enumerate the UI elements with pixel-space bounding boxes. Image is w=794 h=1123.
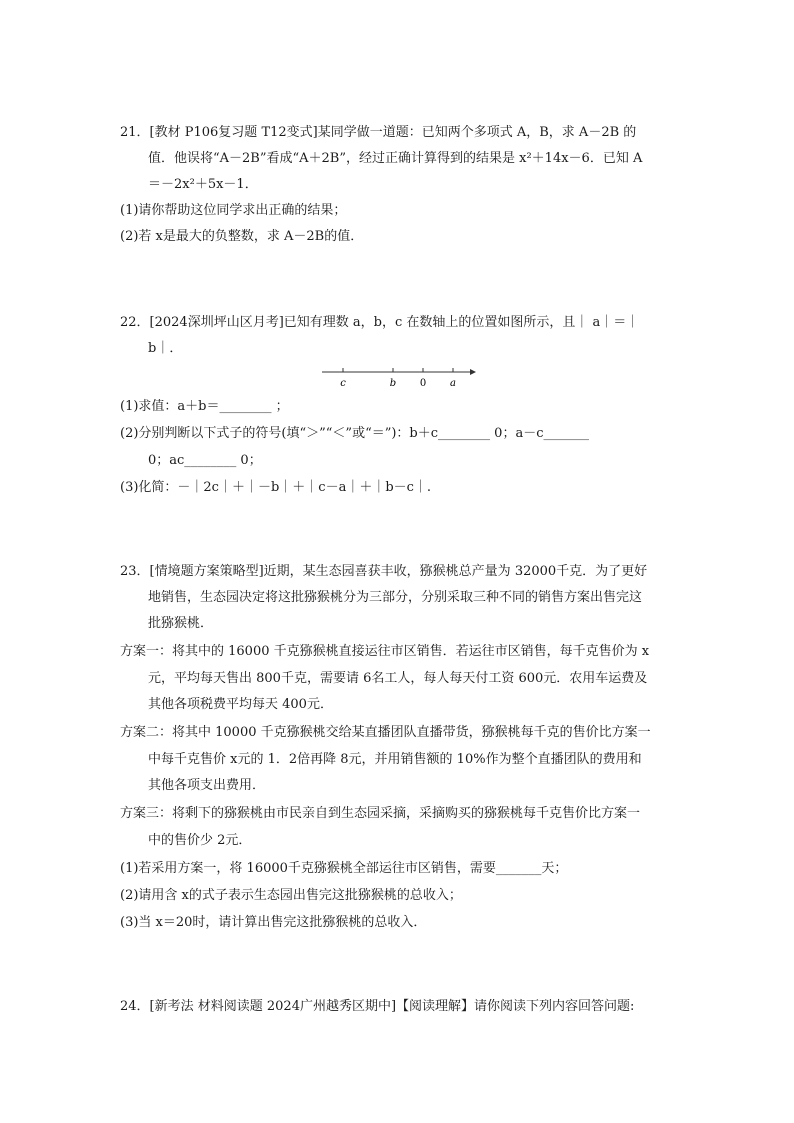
q23-part-3: (3)当 x＝20时，请计算出售完这批猕猴桃的总收入．: [120, 915, 427, 930]
label-b: b: [389, 378, 397, 389]
q21-part-1: (1)请你帮助这位同学求出正确的结果；: [120, 203, 347, 218]
q23-part-1: (1)若采用方案一，将 16000千克猕猴桃全部运往市区销售，需要_______天；: [120, 861, 568, 876]
q21-line-2: 值．他误将“A－2B”看成“A＋2B”，经过正确计算得到的结果是 x²＋14x－6．已知 A: [148, 151, 643, 166]
q22-part-1: (1)求值：a＋b＝________ ；: [120, 399, 289, 414]
q23-line-2: 地销售，生态园决定将这批猕猴桃分为三部分，分别采取三种不同的销售方案出售完这: [148, 590, 643, 605]
label-c: c: [340, 378, 346, 389]
q23-scheme-1-a: 方案一：将其中的 16000 千克猕猴桃直接运往市区销售．若运往市区销售，每千克售价为 x: [120, 644, 650, 659]
label-a: a: [450, 378, 456, 389]
q22-line-1: 22．[2024深圳坪山区月考]已知有理数 a，b，c 在数轴上的位置如图所示，且｜ a｜＝｜: [120, 315, 640, 330]
number-line-arrow: [470, 369, 476, 375]
q23-scheme-3-a: 方案三：将剩下的猕猴桃由市民亲自到生态园采摘，采摘购买的猕猴桃每千克售价比方案一: [120, 806, 641, 821]
q24-line-1: 24．[新考法 材料阅读题 2024广州越秀区期中]【阅读理解】请你阅读下列内容回答问题:: [120, 999, 635, 1014]
q22-part-2: (2)分别判断以下式子的符号(填“＞”“＜”或“＝”)：b＋c________ 0；a－c_______: [120, 426, 589, 441]
q23-scheme-3-b: 中的售价少 2元．: [148, 833, 252, 848]
q22-part-3: (3)化简：－｜2c｜＋｜－b｜＋｜c－a｜＋｜b－c｜.: [120, 480, 432, 495]
q22-part-2-cont: 0；ac________ 0；: [148, 453, 262, 468]
q23-scheme-1-b: 元，平均每天售出 800千克，需要请 6名工人，每人每天付工资 600元．农用车运费及: [148, 671, 648, 686]
number-line-figure: [320, 362, 480, 392]
q23-scheme-2-b: 中每千克售价 x元的 1．2倍再降 8元，并用销售额的 10%作为整个直播团队的费用和: [148, 752, 642, 767]
q23-scheme-1-c: 其他各项税费平均每天 400元．: [148, 697, 333, 712]
q21-line-1: 21．[教材 P106复习题 T12变式]某同学做一道题：已知两个多项式 A，B，求 A－2B 的: [120, 125, 637, 140]
q23-scheme-2-c: 其他各项支出费用．: [148, 778, 266, 793]
q23-line-3: 批猕猴桃．: [148, 616, 214, 631]
q23-part-2: (2)请用含 x的式子表示生态园出售完这批猕猴桃的总收入；: [120, 888, 462, 903]
q21-part-2: (2)若 x是最大的负整数，求 A－2B的值．: [120, 229, 364, 244]
q22-line-2: b｜．: [148, 341, 183, 356]
q23-line-1: 23．[情境题方案策略型]近期，某生态园喜获丰收，猕猴桃总产量为 32000千克．为了更好: [120, 564, 648, 579]
label-0: 0: [419, 378, 427, 389]
q23-scheme-2-a: 方案二：将其中 10000 千克猕猴桃交给某直播团队直播带货，猕猴桃每千克的售价比方案一: [120, 725, 651, 740]
q21-line-3: ＝－2x²＋5x－1．: [148, 177, 258, 192]
